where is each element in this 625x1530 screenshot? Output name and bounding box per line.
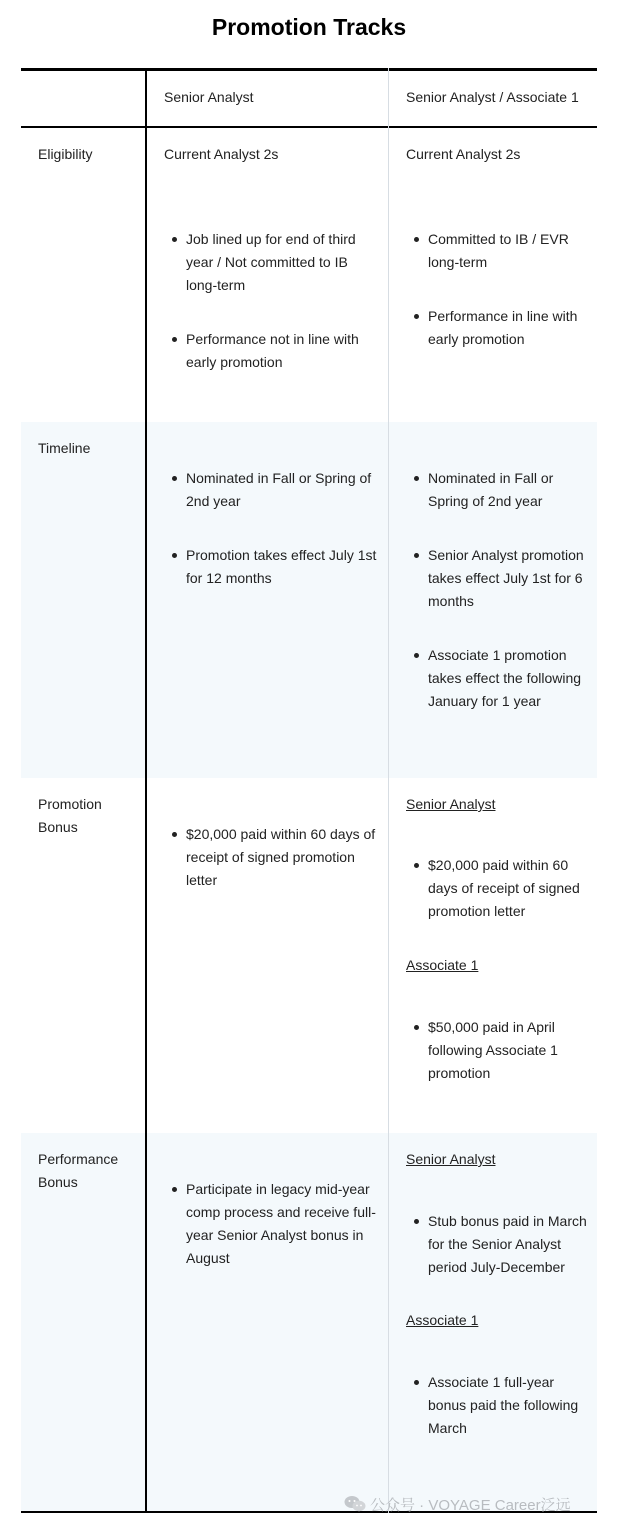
eligibility-bullets: [164, 228, 379, 374]
timeline-bullets: [164, 467, 379, 590]
page-title: Promotion Tracks: [211, 14, 407, 40]
eligibility-bullets: [406, 228, 594, 351]
eligibility-senior-analyst-cell: [164, 143, 379, 374]
top-rule: [21, 68, 597, 71]
promotion-bonus-senior-analyst-cell: [164, 823, 379, 892]
label-column-divider: [145, 68, 147, 1513]
sub-heading-associate-1: Associate 1: [406, 1312, 479, 1328]
promotion-bonus-bullets: [406, 1016, 594, 1085]
promotion-bonus-bullets: [406, 854, 594, 923]
promotion-tracks-table: [21, 68, 597, 1513]
list-item: Participate in legacy mid-year comp process and receive full-year Senior Analyst bonus in August: [164, 1178, 379, 1270]
promotion-bonus-bullets: [164, 823, 379, 892]
eligibility-lead: Current Analyst 2s: [406, 146, 521, 162]
list-item: Performance not in line with early promotion: [164, 328, 379, 374]
list-item: Performance in line with early promotion: [406, 305, 594, 351]
row-label-promotion-bonus: Promotion Bonus: [38, 796, 102, 835]
list-item: $20,000 paid within 60 days of receipt of signed promotion letter: [164, 823, 379, 892]
sub-heading-senior-analyst: Senior Analyst: [406, 1151, 496, 1167]
performance-bonus-senior-analyst-cell: [164, 1178, 379, 1270]
promotion-bonus-associate-cell: [406, 793, 594, 1085]
row-label-performance-bonus: Performance Bonus: [38, 1151, 119, 1190]
performance-bonus-bullets: [406, 1371, 594, 1440]
timeline-associate-cell: [406, 467, 594, 713]
row-label-eligibility: Eligibility: [38, 146, 93, 162]
list-item: Senior Analyst promotion takes effect July 1st for 6 months: [406, 544, 594, 613]
list-item: $20,000 paid within 60 days of receipt of signed promotion letter: [406, 854, 594, 923]
performance-bonus-bullets: [164, 1178, 379, 1270]
watermark-text: 公众号 · VOYAGE Career泛远: [370, 1497, 571, 1514]
performance-bonus-bullets: [406, 1210, 594, 1279]
column-header-senior-analyst: Senior Analyst: [164, 89, 254, 105]
sub-heading-associate-1: Associate 1: [406, 957, 479, 973]
list-item: Nominated in Fall or Spring of 2nd year: [406, 467, 594, 513]
column-header-senior-analyst-associate-1: Senior Analyst / Associate 1: [406, 89, 579, 105]
timeline-senior-analyst-cell: [164, 467, 379, 590]
list-item: Nominated in Fall or Spring of 2nd year: [164, 467, 379, 513]
timeline-bullets: [406, 467, 594, 713]
watermark: [344, 1494, 614, 1516]
list-item: Promotion takes effect July 1st for 12 months: [164, 544, 379, 590]
list-item: $50,000 paid in April following Associate 1 promotion: [406, 1016, 594, 1085]
performance-bonus-associate-cell: [406, 1148, 594, 1440]
row-label-timeline: Timeline: [38, 440, 91, 456]
header-rule: [21, 126, 597, 128]
eligibility-associate-cell: [406, 143, 594, 351]
list-item: Associate 1 promotion takes effect the following January for 1 year: [406, 644, 594, 713]
list-item: Associate 1 full-year bonus paid the following March: [406, 1371, 594, 1440]
track-column-divider: [388, 68, 389, 1513]
eligibility-lead: Current Analyst 2s: [164, 146, 279, 162]
list-item: Job lined up for end of third year / Not committed to IB long-term: [164, 228, 379, 297]
wechat-icon: [344, 1495, 366, 1517]
list-item: Stub bonus paid in March for the Senior Analyst period July-December: [406, 1210, 594, 1279]
list-item: Committed to IB / EVR long-term: [406, 228, 594, 274]
sub-heading-senior-analyst: Senior Analyst: [406, 796, 496, 812]
